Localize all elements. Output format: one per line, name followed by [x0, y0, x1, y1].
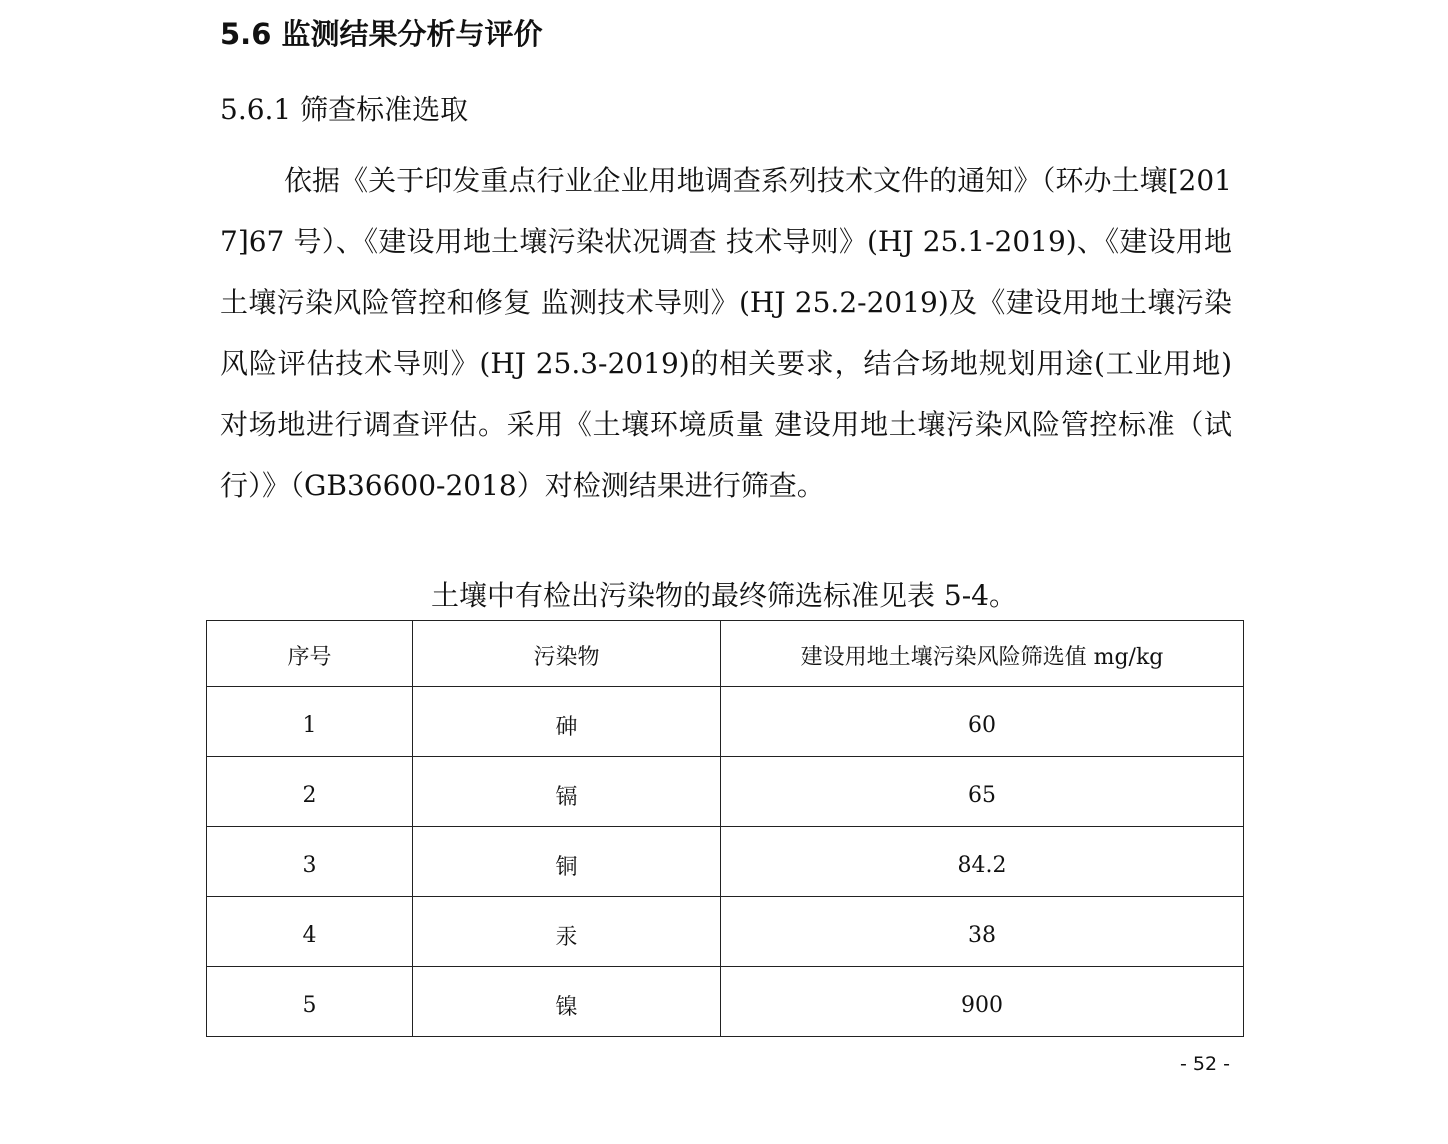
screening-standard-table — [206, 620, 1244, 1037]
table-row — [207, 897, 1244, 967]
cell-pollutant: 铜 — [413, 827, 721, 897]
table-row — [207, 827, 1244, 897]
header-pollutant: 污染物 — [413, 621, 721, 687]
table-row — [207, 687, 1244, 757]
cell-pollutant: 镉 — [413, 757, 721, 827]
table-row — [207, 967, 1244, 1037]
cell-value: 60 — [721, 687, 1244, 757]
cell-index: 1 — [207, 687, 413, 757]
table-caption: 土壤中有检出污染物的最终筛选标准见表 5-4。 — [431, 579, 1017, 612]
cell-index: 4 — [207, 897, 413, 967]
subsection-heading: 5.6.1 筛查标准选取 — [220, 93, 469, 126]
header-screening-value: 建设用地土壤污染风险筛选值 mg/kg — [721, 621, 1244, 687]
cell-pollutant: 汞 — [413, 897, 721, 967]
cell-index: 2 — [207, 757, 413, 827]
cell-index: 3 — [207, 827, 413, 897]
cell-value: 900 — [721, 967, 1244, 1037]
body-paragraph: 依据《关于印发重点行业企业用地调查系列技术文件的通知》（环办土壤[2017]67 号）、《建设用地土壤污染状况调查 技术导则》(HJ 25.1-2019)、《建设用地土壤污染风险管控和修复 监测技术导则》(HJ 25.2-2019)及《建设用地土壤污染风险评估技术导则》(HJ 25.3-2019)的相关要求，结合场地规划用途(工业用地)对场地进行调查评估。采用《土壤环境质量 建设用地土壤污染风险管控标准（试行）》（GB36600-2018）对检测结果进行筛查。 — [220, 164, 1232, 502]
cell-pollutant: 砷 — [413, 687, 721, 757]
page-number: - 52 - — [1180, 1053, 1230, 1075]
section-heading: 5.6 监测结果分析与评价 — [220, 17, 543, 51]
table-row — [207, 757, 1244, 827]
cell-index: 5 — [207, 967, 413, 1037]
cell-value: 84.2 — [721, 827, 1244, 897]
cell-value: 38 — [721, 897, 1244, 967]
cell-pollutant: 镍 — [413, 967, 721, 1037]
cell-value: 65 — [721, 757, 1244, 827]
table-header-row — [207, 621, 1244, 687]
header-index: 序号 — [207, 621, 413, 687]
